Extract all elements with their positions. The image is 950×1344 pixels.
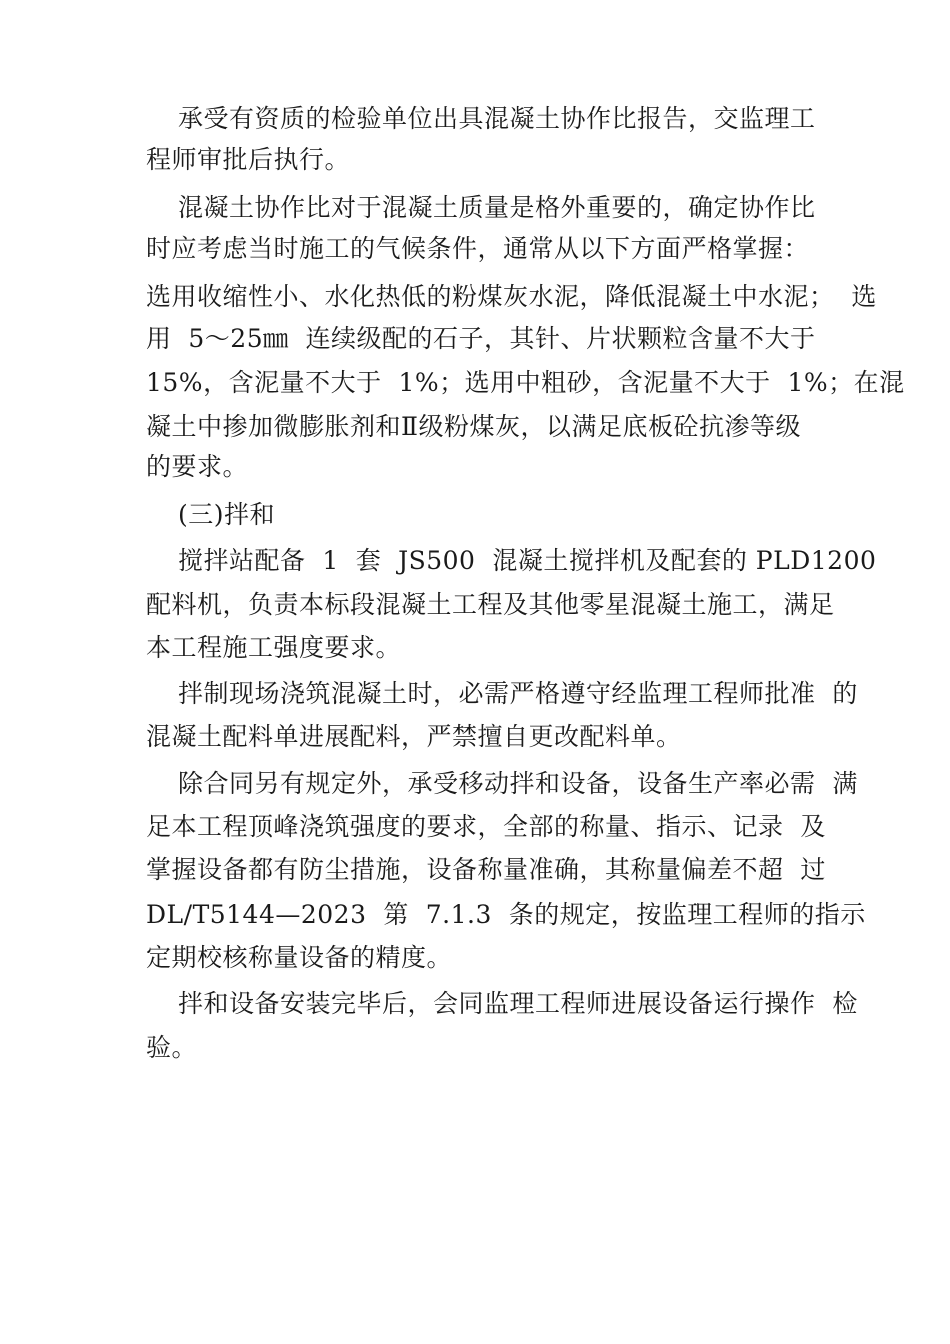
paragraph-line: 掌握设备都有防尘措施，设备称量准确，其称量偏差不超 过 [146,855,826,884]
paragraph-line: 程师审批后执行。 [146,145,351,174]
paragraph-line: 拌和设备安装完毕后，会同监理工程师进展设备运行操作 检 [178,989,858,1018]
paragraph-line: 混凝土配料单进展配料，严禁擅自更改配料单。 [146,722,682,751]
section-heading: (三)拌和 [178,500,276,529]
paragraph-line: 选用收缩性小、水化热低的粉煤灰水泥，降低混凝土中水泥； 选 [146,282,877,311]
paragraph-line: 配料机，负责本标段混凝土工程及其他零星混凝土施工，满足 [146,590,835,619]
paragraph-line: 15%，含泥量不大于 1%；选用中粗砂，含泥量不大于 1%；在混 [146,368,905,397]
paragraph-line: 的要求。 [146,452,249,481]
paragraph-line: 凝土中掺加微膨胀剂和Ⅱ级粉煤灰，以满足底板砼抗渗等级 [146,412,801,441]
paragraph-line: 拌制现场浇筑混凝土时，必需严格遵守经监理工程师批准 的 [178,679,858,708]
paragraph-line: 搅拌站配备 1 套 JS500 混凝土搅拌机及配套的 PLD1200 [178,546,877,575]
paragraph-line: 本工程施工强度要求。 [146,633,402,662]
paragraph-line: 足本工程顶峰浇筑强度的要求，全部的称量、指示、记录 及 [146,812,826,841]
paragraph-line: 承受有资质的检验单位出具混凝土协作比报告，交监理工 [178,104,816,133]
paragraph-line: 用 5～25㎜ 连续级配的石子，其针、片状颗粒含量不大于 [146,324,816,353]
paragraph-line: DL/T5144—2023 第 7.1.3 条的规定，按监理工程师的指示 [146,900,866,929]
paragraph-line: 混凝土协作比对于混凝土质量是格外重要的，确定协作比 [178,193,816,222]
paragraph-line: 时应考虑当时施工的气候条件，通常从以下方面严格掌握： [146,234,810,263]
paragraph-line: 定期校核称量设备的精度。 [146,943,453,972]
paragraph-line: 除合同另有规定外，承受移动拌和设备，设备生产率必需 满 [178,769,858,798]
paragraph-line: 验。 [146,1033,198,1062]
